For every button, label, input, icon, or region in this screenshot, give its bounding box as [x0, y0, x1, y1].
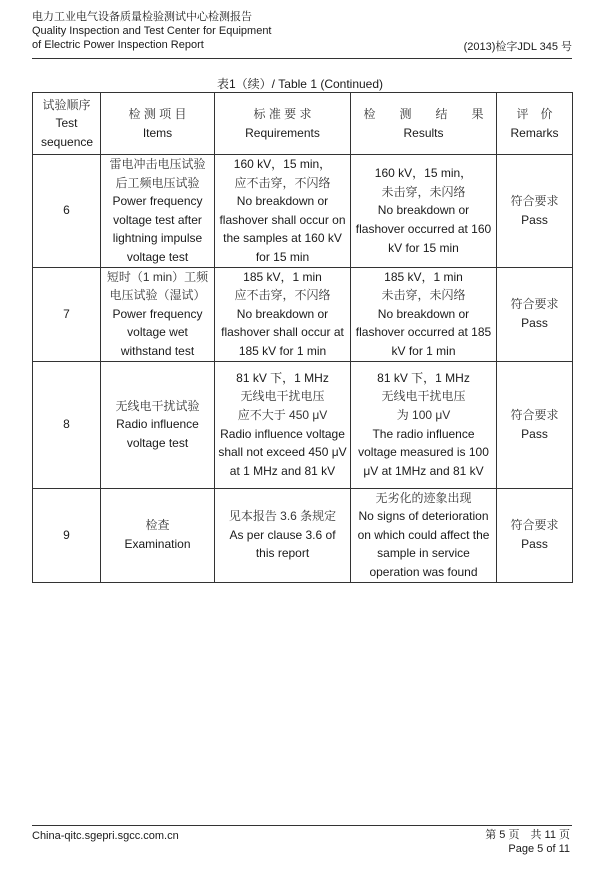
row-6-result: 160 kV，15 min， 未击穿，未闪络 No breakdown or flashover occurred at 160 kV for 15 min — [351, 155, 497, 268]
row-9-seq: 9 — [33, 488, 101, 582]
row-7-remark: 符合要求 Pass — [497, 267, 573, 361]
row-8-result: 81 kV 下，1 MHz 无线电干扰电压 为 100 μV The radio influence voltage measured is 100 μV at 1MHz and 81 kV — [351, 361, 497, 488]
header-items: 检 测 项 目 Items — [101, 93, 215, 155]
header-test-sequence: 试验顺序 Test sequence — [33, 93, 101, 155]
row-6-remark: 符合要求 Pass — [497, 155, 573, 268]
header-requirements: 标 准 要 求 Requirements — [215, 93, 351, 155]
row-6-item: 雷电冲击电压试验 后工频电压试验 Power frequency voltage test after lightning impulse voltage test — [101, 155, 215, 268]
row-8-item: 无线电干扰试验 Radio influence voltage test — [101, 361, 215, 488]
table-row — [33, 488, 573, 582]
table-row — [33, 361, 573, 488]
row-8-requirement: 81 kV 下，1 MHz 无线电干扰电压 应不大于 450 μV Radio influence voltage shall not exceed 450 μV at 1 MHz and 81 kV — [215, 361, 351, 488]
report-number: (2013)检字JDL 345 号 — [463, 41, 572, 53]
row-6-requirement: 160 kV，15 min， 应不击穿，不闪络 No breakdown or flashover shall occur on the samples at 160 kV for 15 min — [215, 155, 351, 268]
org-name-en-line1: Quality Inspection and Test Center for Equipment — [32, 25, 272, 37]
row-6-seq: 6 — [33, 155, 101, 268]
footer-website: China-qitc.sgepri.sgcc.com.cn — [32, 830, 179, 842]
table-caption: 表1（续）/ Table 1 (Continued) — [216, 77, 384, 91]
table-header-row — [33, 93, 573, 155]
row-9-item: 检查 Examination — [101, 488, 215, 582]
row-7-seq: 7 — [33, 267, 101, 361]
row-8-remark: 符合要求 Pass — [497, 361, 573, 488]
row-9-result: 无劣化的迹象出现 No signs of deterioration on which could affect the sample in service operation was found — [351, 488, 497, 582]
row-7-requirement: 185 kV，1 min 应不击穿，不闪络 No breakdown or flashover shall occur at 185 kV for 1 min — [215, 267, 351, 361]
page-number-cn: 第 5 页 共 11 页 — [485, 829, 570, 841]
row-7-result: 185 kV，1 min 未击穿，未闪络 No breakdown or flashover occurred at 185 kV for 1 min — [351, 267, 497, 361]
page-number-en: Page 5 of 11 — [508, 843, 570, 855]
table-row — [33, 155, 573, 268]
table-row — [33, 267, 573, 361]
report-header — [32, 10, 572, 52]
row-7-item: 短时（1 min）工频 电压试验（湿试） Power frequency voltage wet withstand test — [101, 267, 215, 361]
row-9-requirement: 见本报告 3.6 条规定 As per clause 3.6 of this report — [215, 488, 351, 582]
footer-divider — [32, 825, 572, 826]
header-results: 检 测 结 果 Results — [351, 93, 497, 155]
results-table — [32, 92, 573, 583]
header-divider — [32, 58, 572, 59]
org-name-cn: 电力工业电气设备质量检验测试中心检测报告 — [32, 11, 252, 23]
row-9-remark: 符合要求 Pass — [497, 488, 573, 582]
row-8-seq: 8 — [33, 361, 101, 488]
header-remarks: 评 价 Remarks — [497, 93, 573, 155]
org-name-en-line2: of Electric Power Inspection Report — [32, 39, 204, 51]
page-number — [485, 828, 570, 856]
header-test-sequence-en: Test sequence — [41, 116, 94, 149]
